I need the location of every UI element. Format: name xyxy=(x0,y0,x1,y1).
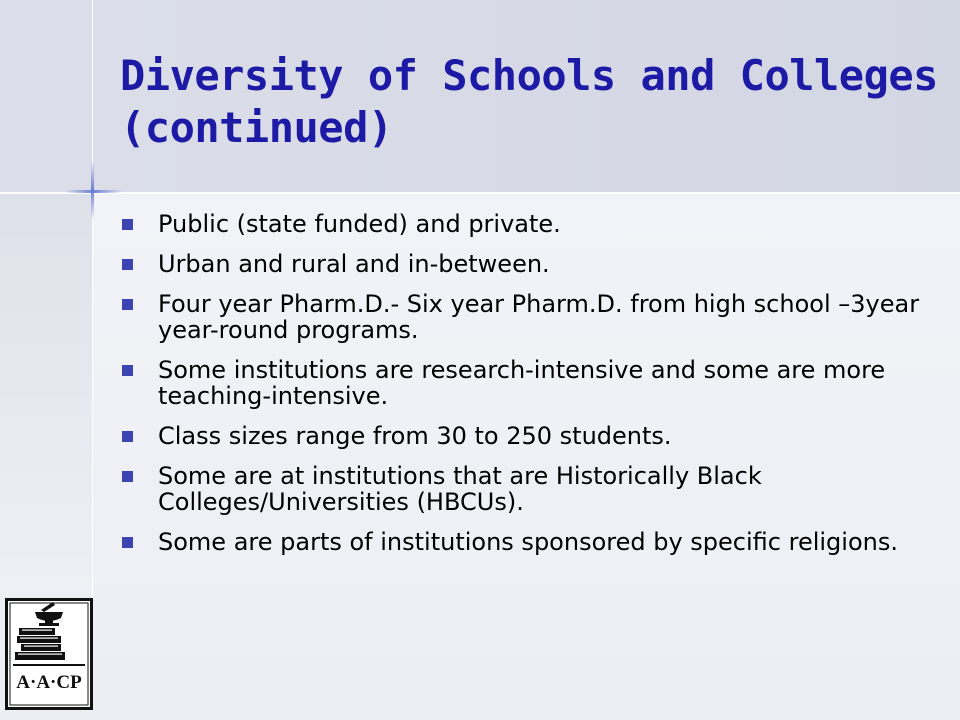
bullet-item xyxy=(122,423,922,449)
bullet-text: Some are parts of institutions sponsored by specific religions. xyxy=(158,528,898,556)
horizontal-divider xyxy=(0,192,960,194)
bullet-item xyxy=(122,211,922,237)
square-bullet-icon xyxy=(122,471,133,482)
bullet-text: Urban and rural and in-between. xyxy=(158,250,550,278)
left-strip xyxy=(0,193,93,593)
sparkle-vertical xyxy=(91,160,94,220)
bullet-item xyxy=(122,291,922,343)
bullet-item xyxy=(122,357,922,409)
vertical-divider xyxy=(92,0,93,600)
bullet-text: Four year Pharm.D.- Six year Pharm.D. from high school –3year year-round programs. xyxy=(158,290,920,344)
square-bullet-icon xyxy=(122,219,133,230)
bullet-list xyxy=(122,211,922,569)
bullet-text: Class sizes range from 30 to 250 students. xyxy=(158,422,672,450)
bullet-item xyxy=(122,463,922,515)
bullet-text: Public (state funded) and private. xyxy=(158,210,561,238)
bullet-text: Some are at institutions that are Historically Black Colleges/Universities (HBCUs). xyxy=(158,462,762,516)
square-bullet-icon xyxy=(122,299,133,310)
square-bullet-icon xyxy=(122,431,133,442)
aacp-logo xyxy=(5,598,93,710)
bullet-text: Some institutions are research-intensive and some are more teaching-intensive. xyxy=(158,356,886,410)
square-bullet-icon xyxy=(122,259,133,270)
bullet-item xyxy=(122,251,922,277)
logo-text: A·A·CP xyxy=(16,672,82,693)
square-bullet-icon xyxy=(122,537,133,548)
square-bullet-icon xyxy=(122,365,133,376)
slide-title: Diversity of Schools and Colleges (continued) xyxy=(120,51,938,152)
bullet-item xyxy=(122,529,922,555)
